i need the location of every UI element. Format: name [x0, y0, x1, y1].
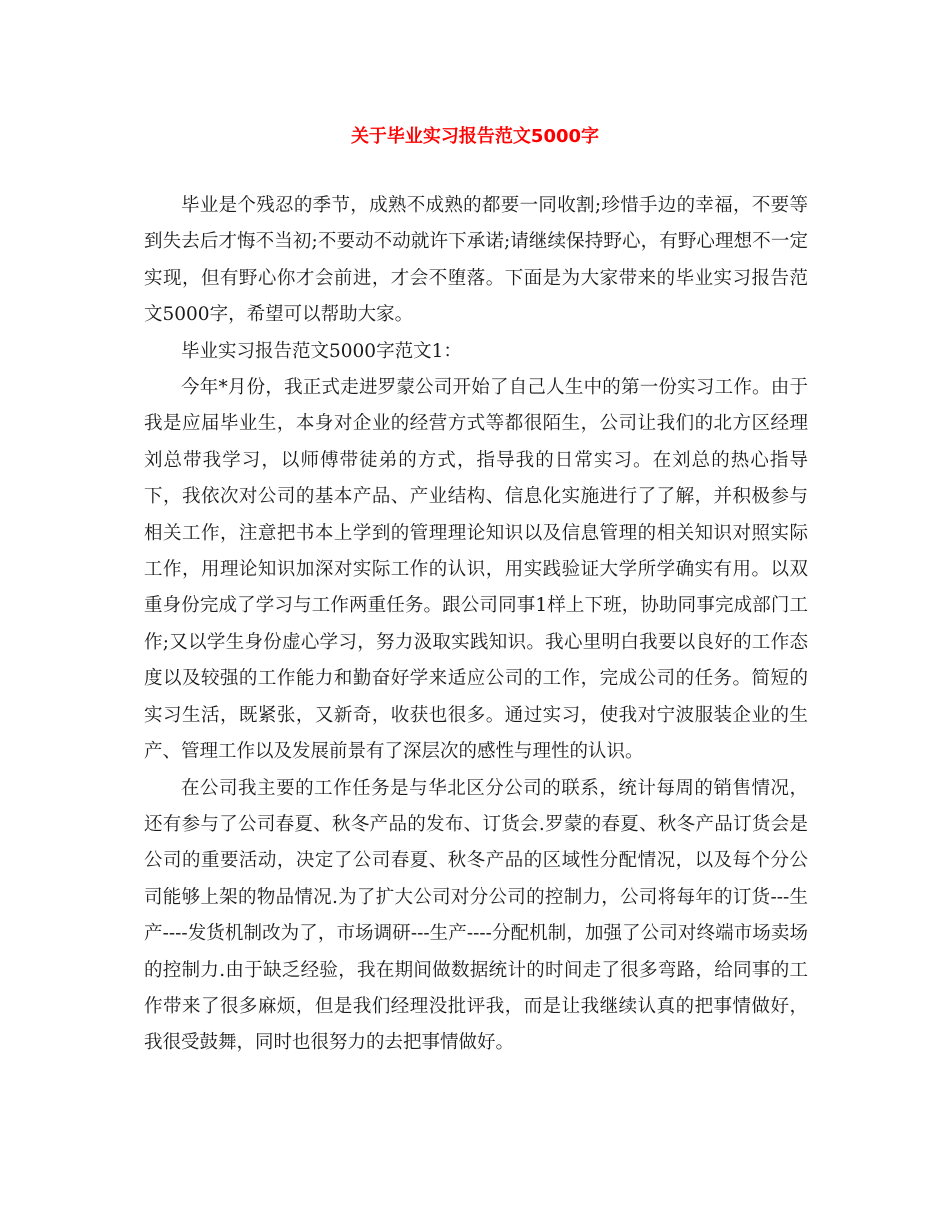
- paragraph-intro: 毕业是个残忍的季节，成熟不成熟的都要一同收割;珍惜手边的幸福，不要等到失去后才悔不当初;不要动不动就许下承诺;请继续保持野心，有野心理想不一定实现，但有野心你才会前进，才会不堕落。下面是为大家带来的毕业实习报告范文5000字，希望可以帮助大家。: [144, 195, 808, 326]
- document-title: 关于毕业实习报告范文5000字: [350, 126, 600, 147]
- document-body: [144, 188, 808, 1062]
- paragraph-sample-heading: 毕业实习报告范文5000字范文1：: [181, 340, 462, 362]
- paragraph-work-tasks: 在公司我主要的工作任务是与华北区分公司的联系，统计每周的销售情况，还有参与了公司春夏、秋冬产品的发布、订货会.罗蒙的春夏、秋冬产品订货会是公司的重要活动，决定了公司春夏、秋冬产品的区域性分配情况，以及每个分公司能够上架的物品情况.为了扩大公司对分公司的控制力，公司将每年的订货---生产----发货机制改为了，市场调研---生产----分配机制，加强了公司对终端市场卖场的控制力.由于缺乏经验，我在期间做数据统计的时间走了很多弯路，给同事的工作带来了很多麻烦，但是我们经理没批评我，而是让我继续认真的把事情做好，我很受鼓舞，同时也很努力的去把事情做好。: [144, 777, 808, 1054]
- paragraph-internship-start: 今年*月份，我正式走进罗蒙公司开始了自己人生中的第一份实习工作。由于我是应届毕业生，本身对企业的经营方式等都很陌生，公司让我们的北方区经理刘总带我学习，以师傅带徒弟的方式，指导我的日常实习。在刘总的热心指导下，我依次对公司的基本产品、产业结构、信息化实施进行了了解，并积极参与相关工作，注意把书本上学到的管理理论知识以及信息管理的相关知识对照实际工作，用理论知识加深对实际工作的认识，用实践验证大学所学确实有用。以双重身份完成了学习与工作两重任务。跟公司同事1样上下班，协助同事完成部门工作;又以学生身份虚心学习，努力汲取实践知识。我心里明白我要以良好的工作态度以及较强的工作能力和勤奋好学来适应公司的工作，完成公司的任务。简短的实习生活，既紧张，又新奇，收获也很多。通过实习，使我对宁波服装企业的生产、管理工作以及发展前景有了深层次的感性与理性的认识。: [144, 377, 808, 763]
